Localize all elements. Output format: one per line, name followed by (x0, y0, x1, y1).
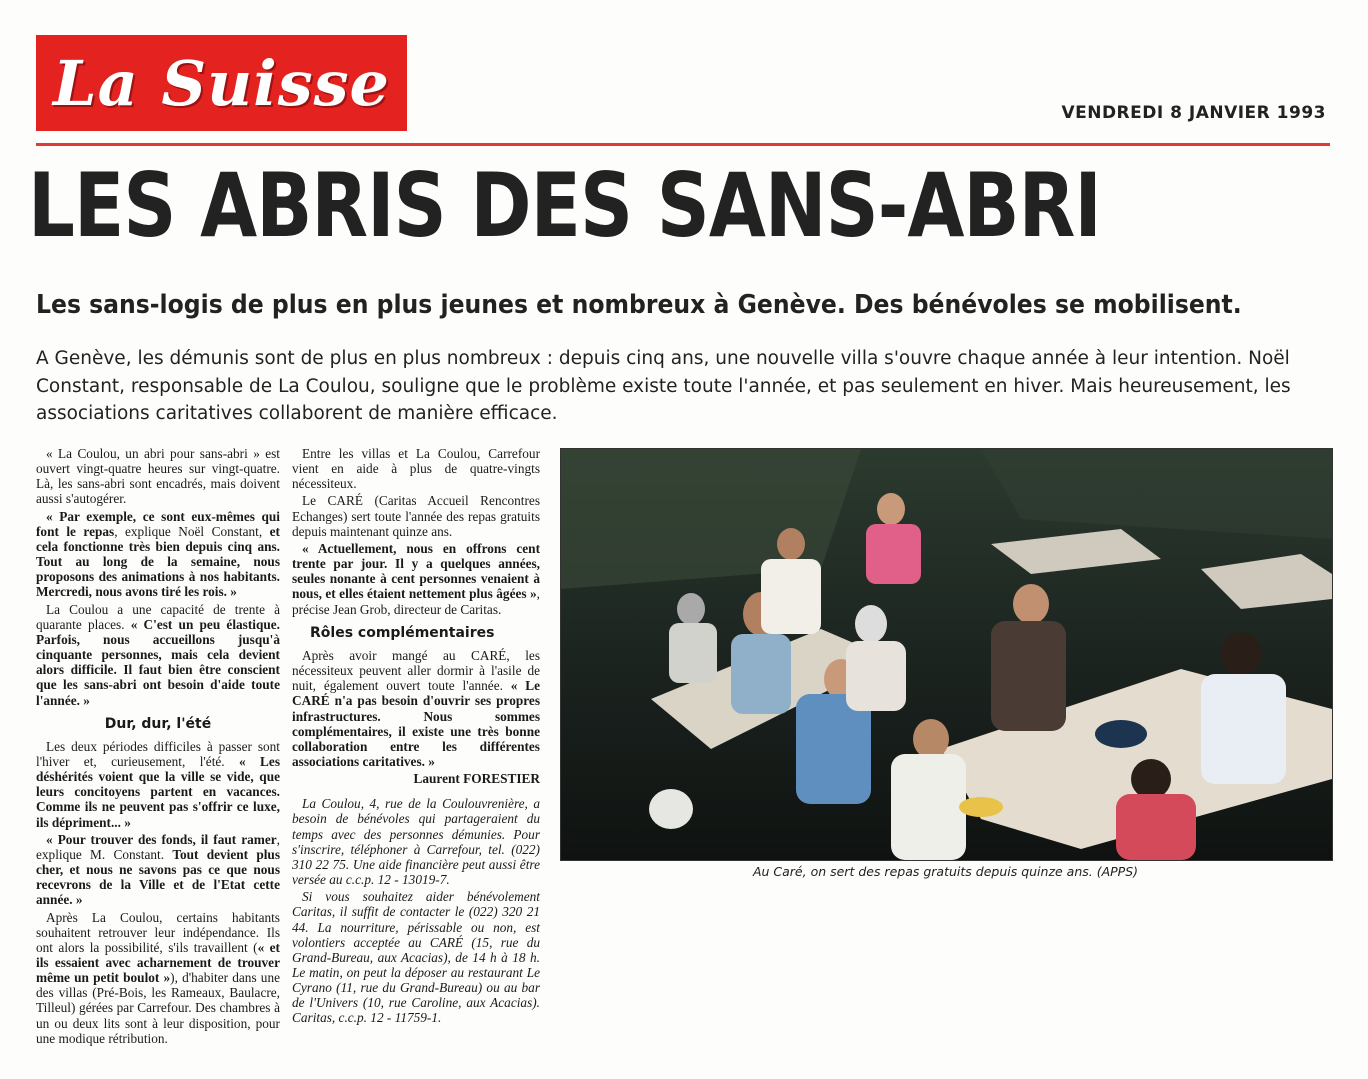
photo-caption: Au Caré, on sert des repas gratuits depuis quinze ans. (APPS) (752, 864, 1139, 879)
issue-date: VENDREDI 8 JANVIER 1993 (1061, 103, 1326, 123)
paragraph: Les deux périodes difficiles à passer sont l'hiver et, curieusement, l'été. « Les déshérités voient que la ville se vide, que leurs concitoyens partent en vacances. Comme ils ne peuvent pas s'offrir ce luxe, ils dépriment... » (36, 738, 280, 830)
article-photo (560, 448, 1333, 861)
masthead-logo (36, 35, 407, 131)
article-column-2 (292, 446, 540, 1028)
section-heading: Dur, dur, l'été (104, 715, 212, 732)
paragraph: Après La Coulou, certains habitants souhaitent retrouver leur indépendance. Ils ont alors la possibilité, s'ils travaillent (« et ils essaient avec acharnement de trouver même un petit boulot »), d'habiter dans une des villas (Pré-Bois, les Rameaux, Baulacre, Tilleul) gérées par Carrefour. Des chambres à un ou deux lits sont à leur disposition, pour une modique rétribution. (36, 909, 280, 1046)
logo-text: La Suisse (52, 46, 390, 120)
section-heading: Rôles complémentaires (310, 624, 495, 641)
paragraph: Le CARÉ (Caritas Accueil Rencontres Echanges) sert toute l'année des repas gratuits depuis maintenant quinze ans. (292, 493, 540, 539)
info-paragraph: Si vous souhaitez aider bénévolement Caritas, il suffit de contacter le (022) 320 21 44. La nourriture, périssable ou non, est volontiers acceptée au CARÉ (15, rue du Grand-Bureau, aux Acacias), de 14 h à 18 h. Le matin, on peut la déposer au restaurant Le Cyrano (11, rue du Grand-Bureau) ou au bar de l'Univers (10, rue Caroline, aux Acacias). Caritas, c.c.p. 12 - 11759-1. (292, 889, 540, 1026)
subheadline: Les sans-logis de plus en plus jeunes et nombreux à Genève. Des bénévoles se mobilisent. (36, 290, 1242, 320)
lead-paragraph: A Genève, les démunis sont de plus en plus nombreux : depuis cinq ans, une nouvelle villa s'ouvre chaque année à leur intention. Noël Constant, responsable de La Coulou, souligne que le problème existe toute l'année, et pas seulement en hiver. Mais heureusement, les associations caritatives collaborent de manière efficace. (36, 348, 1291, 424)
paragraph: Après avoir mangé au CARÉ, les nécessiteux peuvent aller dormir à l'asile de nuit, également ouvert toute l'année. « Le CARÉ n'a pas besoin d'ouvrir ses propres infrastructures. Nous sommes complémentaires, il existe une très bonne collaboration entre les différentes associations caritatives. » (292, 647, 540, 769)
paragraph: « La Coulou, un abri pour sans-abri » est ouvert vingt-quatre heures sur vingt-quatre. Là, les sans-abri sont encadrés, mais doivent aussi s'autogérer. (36, 446, 280, 507)
author-byline: Laurent FORESTIER (413, 771, 540, 787)
article-column-1 (36, 446, 280, 1048)
header-rule (36, 143, 1330, 146)
info-paragraph: La Coulou, 4, rue de la Coulouvrenière, a besoin de bénévoles qui partageraient du temps avec des personnes démunies. Pour s'inscrire, téléphoner à Carrefour, tel. (022) 310 22 75. Une aide financière peut aussi être versée au c.c.p. 12 - 13019-7. (292, 796, 540, 888)
paragraph: « Pour trouver des fonds, il faut ramer, explique M. Constant. Tout devient plus cher, et nous ne savons pas ce que nous recevrons de la Ville et de l'Etat cette année. » (36, 831, 280, 908)
paragraph: « Par exemple, ce sont eux-mêmes qui font le repas, explique Noël Constant, et cela fonctionne très bien depuis cinq ans. Tout au long de la semaine, nous proposons des animations à nos habitants. Mercredi, nous avons tiré les rois. » (36, 508, 280, 600)
photo-illustration (561, 449, 1332, 860)
info-box (292, 796, 540, 1025)
paragraph: Entre les villas et La Coulou, Carrefour vient en aide à plus de quatre-vingts nécessiteux. (292, 446, 540, 492)
paragraph: La Coulou a une capacité de trente à quarante places. « C'est un peu élastique. Parfois, nous accueillons jusqu'à cinquante personnes, mais cela devient alors difficile. Il faut bien être conscient que les sans-abri ont besoin d'aide toute l'année. » (36, 601, 280, 708)
paragraph: « Actuellement, nous en offrons cent trente par jour. Il y a quelques années, seules nonante à cent personnes venaient à nous, et elles étaient nettement plus âgées », précise Jean Grob, directeur de Caritas. (292, 540, 540, 617)
headline: LES ABRIS DES SANS-ABRI (28, 154, 1101, 257)
